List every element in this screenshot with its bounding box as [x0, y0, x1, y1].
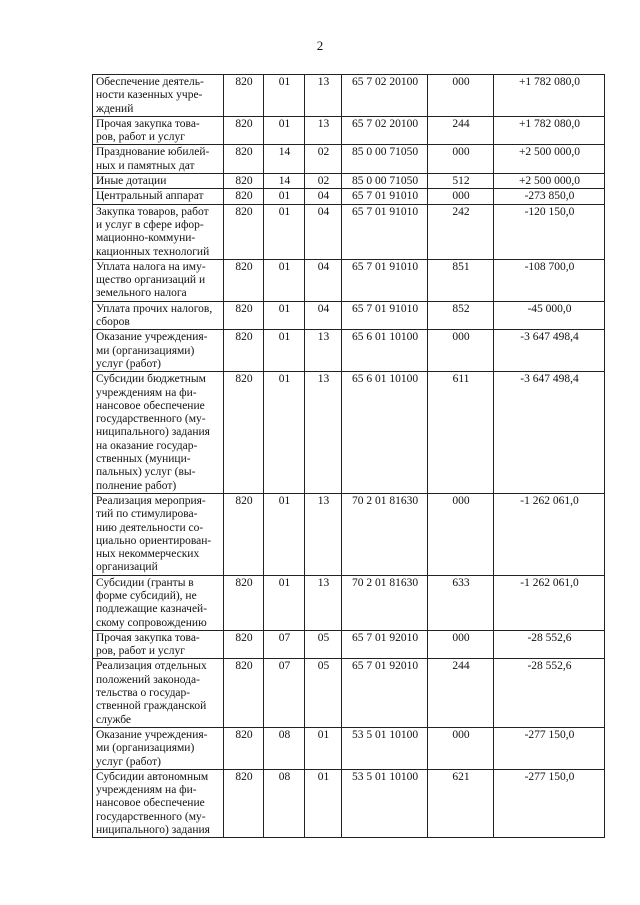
grbs-cell: 820 [224, 493, 264, 575]
expense-name-cell [93, 659, 224, 727]
target-article-cell: 65 6 01 10100 [342, 372, 428, 494]
amount-cell: -3 647 498,4 [494, 330, 605, 372]
grbs-cell: 820 [224, 301, 264, 330]
target-article-cell: 65 7 01 91010 [342, 189, 428, 204]
section-cell: 01 [264, 259, 305, 301]
expense-name-line: положений законода- [96, 673, 200, 686]
section-cell: 01 [264, 330, 305, 372]
section-cell: 01 [264, 189, 305, 204]
subsection-cell: 13 [305, 575, 342, 630]
expense-name-line: услуг (работ) [96, 357, 161, 370]
table-row [93, 174, 605, 189]
table-body [93, 75, 605, 838]
expense-name-line: Реализация мероприя- [96, 494, 206, 507]
expense-name-line: нию деятельности со- [96, 521, 204, 534]
expense-name-line: ственных (муници- [96, 453, 191, 466]
expense-name-line: ми (организациями) [96, 742, 195, 755]
expense-name-cell [93, 330, 224, 372]
expense-name-line: Прочая закупка това- [96, 117, 200, 130]
section-cell: 08 [264, 727, 305, 769]
expense-name-line: полнение работ) [96, 479, 177, 492]
target-article-cell: 70 2 01 81630 [342, 493, 428, 575]
expense-name-cell [93, 259, 224, 301]
expense-type-cell: 621 [428, 769, 494, 837]
expense-name-line: Субсидии автономным [96, 770, 209, 783]
expense-name-line: и услуг в сфере ифор- [96, 218, 204, 231]
expense-name-line: пальных) услуг (вы- [96, 466, 196, 479]
expense-name-line: Прочая закупка това- [96, 631, 200, 644]
table-row [93, 372, 605, 494]
page-number: 2 [316, 38, 324, 53]
expense-name-line: Реализация отдельных [96, 660, 207, 673]
expense-name-line: подлежащие казначей- [96, 603, 208, 616]
subsection-cell: 13 [305, 372, 342, 494]
target-article-cell: 70 2 01 81630 [342, 575, 428, 630]
expense-name-line: ждений [96, 102, 134, 115]
target-article-cell: 85 0 00 71050 [342, 145, 428, 174]
amount-cell: -1 262 061,0 [494, 493, 605, 575]
grbs-cell: 820 [224, 769, 264, 837]
target-article-cell: 65 7 01 92010 [342, 630, 428, 659]
subsection-cell: 13 [305, 330, 342, 372]
section-cell: 01 [264, 493, 305, 575]
expense-name-line: форме субсидий), не [96, 589, 197, 602]
expense-name-line: услуг (работ) [96, 755, 161, 768]
expense-name-line: государственного (му- [96, 810, 206, 823]
expense-name-cell [93, 145, 224, 174]
target-article-cell: 65 7 02 20100 [342, 116, 428, 145]
expense-name-cell [93, 75, 224, 117]
subsection-cell: 04 [305, 204, 342, 259]
table-row [93, 330, 605, 372]
section-cell: 01 [264, 301, 305, 330]
section-cell: 14 [264, 174, 305, 189]
expense-type-cell: 000 [428, 189, 494, 204]
table-row [93, 204, 605, 259]
grbs-cell: 820 [224, 116, 264, 145]
table-row [93, 259, 605, 301]
amount-cell: -273 850,0 [494, 189, 605, 204]
grbs-cell: 820 [224, 174, 264, 189]
amount-cell: -3 647 498,4 [494, 372, 605, 494]
expense-type-cell: 000 [428, 630, 494, 659]
amount-cell: -28 552,6 [494, 630, 605, 659]
expense-name-line: ности казенных учре- [96, 89, 203, 102]
target-article-cell: 65 7 01 91010 [342, 259, 428, 301]
subsection-cell: 04 [305, 259, 342, 301]
expense-name-cell [93, 575, 224, 630]
table-row [93, 659, 605, 727]
grbs-cell: 820 [224, 575, 264, 630]
expense-name-line: ми (организациями) [96, 344, 195, 357]
amount-cell: +2 500 000,0 [494, 174, 605, 189]
section-cell: 01 [264, 116, 305, 145]
expense-name-line: ных и памятных дат [96, 159, 195, 172]
expense-type-cell: 633 [428, 575, 494, 630]
section-cell: 01 [264, 204, 305, 259]
expense-name-line: Оказание учреждения- [96, 728, 208, 741]
expense-name-cell [93, 769, 224, 837]
subsection-cell: 13 [305, 116, 342, 145]
amount-cell: -120 150,0 [494, 204, 605, 259]
expense-name-line: службе [96, 713, 132, 726]
expense-name-cell [93, 301, 224, 330]
budget-changes-table [92, 74, 605, 838]
table-row [93, 116, 605, 145]
expense-name-line: на оказание государ- [96, 439, 198, 452]
grbs-cell: 820 [224, 145, 264, 174]
amount-cell: +1 782 080,0 [494, 75, 605, 117]
expense-name-line: нансовое обеспечение [96, 399, 205, 412]
subsection-cell: 02 [305, 174, 342, 189]
expense-name-line: Центральный аппарат [96, 190, 204, 203]
table-row [93, 301, 605, 330]
amount-cell: -28 552,6 [494, 659, 605, 727]
expense-name-cell [93, 727, 224, 769]
expense-type-cell: 000 [428, 493, 494, 575]
expense-name-line: учреждениям на фи- [96, 784, 197, 797]
expense-name-line: ниципального) задания [96, 824, 210, 837]
amount-cell: +1 782 080,0 [494, 116, 605, 145]
table-row [93, 75, 605, 117]
expense-type-cell: 244 [428, 659, 494, 727]
expense-name-line: мационно-коммуни- [96, 232, 196, 245]
grbs-cell: 820 [224, 372, 264, 494]
expense-type-cell: 000 [428, 145, 494, 174]
amount-cell: -277 150,0 [494, 727, 605, 769]
table-row [93, 575, 605, 630]
section-cell: 08 [264, 769, 305, 837]
subsection-cell: 04 [305, 301, 342, 330]
expense-name-line: государственного (му- [96, 413, 206, 426]
target-article-cell: 65 7 02 20100 [342, 75, 428, 117]
expense-name-cell [93, 174, 224, 189]
expense-name-cell [93, 493, 224, 575]
subsection-cell: 01 [305, 727, 342, 769]
expense-name-line: Иные дотации [96, 175, 167, 188]
grbs-cell: 820 [224, 330, 264, 372]
grbs-cell: 820 [224, 630, 264, 659]
target-article-cell: 65 7 01 91010 [342, 301, 428, 330]
expense-name-line: сборов [96, 316, 130, 329]
expense-name-line: ственной гражданской [96, 700, 207, 713]
expense-name-line: циально ориентирован- [96, 534, 212, 547]
expense-name-cell [93, 189, 224, 204]
expense-name-line: ных некоммерческих [96, 548, 200, 561]
expense-name-line: Уплата прочих налогов, [96, 302, 213, 315]
expense-name-cell [93, 116, 224, 145]
expense-name-line: учреждениям на фи- [96, 386, 197, 399]
expense-name-line: Субсидии (гранты в [96, 576, 194, 589]
grbs-cell: 820 [224, 75, 264, 117]
expense-name-line: Уплата налога на иму- [96, 260, 206, 273]
expense-type-cell: 852 [428, 301, 494, 330]
subsection-cell: 04 [305, 189, 342, 204]
amount-cell: -45 000,0 [494, 301, 605, 330]
expense-name-line: Оказание учреждения- [96, 331, 208, 344]
expense-name-line: щество организаций и [96, 274, 206, 287]
expense-name-line: Субсидии бюджетным [96, 373, 206, 386]
table-row [93, 493, 605, 575]
amount-cell: -277 150,0 [494, 769, 605, 837]
expense-name-line: ниципального) задания [96, 426, 210, 439]
target-article-cell: 53 5 01 10100 [342, 727, 428, 769]
expense-name-line: тельства о государ- [96, 687, 191, 700]
expense-type-cell: 244 [428, 116, 494, 145]
target-article-cell: 65 7 01 92010 [342, 659, 428, 727]
expense-type-cell: 512 [428, 174, 494, 189]
section-cell: 07 [264, 630, 305, 659]
section-cell: 01 [264, 75, 305, 117]
expense-name-line: ров, работ и услуг [96, 645, 185, 658]
expense-name-line: Обеспечение деятель- [96, 76, 204, 88]
amount-cell: +2 500 000,0 [494, 145, 605, 174]
table-row [93, 769, 605, 837]
expense-name-line: Закупка товаров, работ [96, 205, 209, 218]
section-cell: 07 [264, 659, 305, 727]
subsection-cell: 02 [305, 145, 342, 174]
expense-type-cell: 000 [428, 330, 494, 372]
expense-name-cell [93, 204, 224, 259]
expense-type-cell: 000 [428, 75, 494, 117]
target-article-cell: 53 5 01 10100 [342, 769, 428, 837]
expense-name-line: тий по стимулирова- [96, 508, 198, 521]
table-row [93, 145, 605, 174]
expense-name-line: организаций [96, 561, 158, 574]
section-cell: 01 [264, 575, 305, 630]
grbs-cell: 820 [224, 204, 264, 259]
expense-type-cell: 242 [428, 204, 494, 259]
expense-name-line: Празднование юбилей- [96, 146, 210, 159]
amount-cell: -108 700,0 [494, 259, 605, 301]
expense-name-cell [93, 372, 224, 494]
grbs-cell: 820 [224, 659, 264, 727]
subsection-cell: 01 [305, 769, 342, 837]
subsection-cell: 13 [305, 75, 342, 117]
subsection-cell: 13 [305, 493, 342, 575]
expense-name-line: скому сопровождению [96, 616, 207, 629]
target-article-cell: 65 6 01 10100 [342, 330, 428, 372]
section-cell: 01 [264, 372, 305, 494]
section-cell: 14 [264, 145, 305, 174]
target-article-cell: 65 7 01 91010 [342, 204, 428, 259]
grbs-cell: 820 [224, 259, 264, 301]
expense-type-cell: 851 [428, 259, 494, 301]
subsection-cell: 05 [305, 659, 342, 727]
grbs-cell: 820 [224, 727, 264, 769]
table-row [93, 630, 605, 659]
table-row [93, 189, 605, 204]
grbs-cell: 820 [224, 189, 264, 204]
expense-name-cell [93, 630, 224, 659]
amount-cell: -1 262 061,0 [494, 575, 605, 630]
expense-name-line: нансовое обеспечение [96, 797, 205, 810]
table-row [93, 727, 605, 769]
subsection-cell: 05 [305, 630, 342, 659]
expense-name-line: ров, работ и услуг [96, 131, 185, 144]
expense-name-line: кационных технологий [96, 245, 210, 258]
expense-name-line: земельного налога [96, 287, 187, 300]
expense-type-cell: 611 [428, 372, 494, 494]
target-article-cell: 85 0 00 71050 [342, 174, 428, 189]
expense-type-cell: 000 [428, 727, 494, 769]
